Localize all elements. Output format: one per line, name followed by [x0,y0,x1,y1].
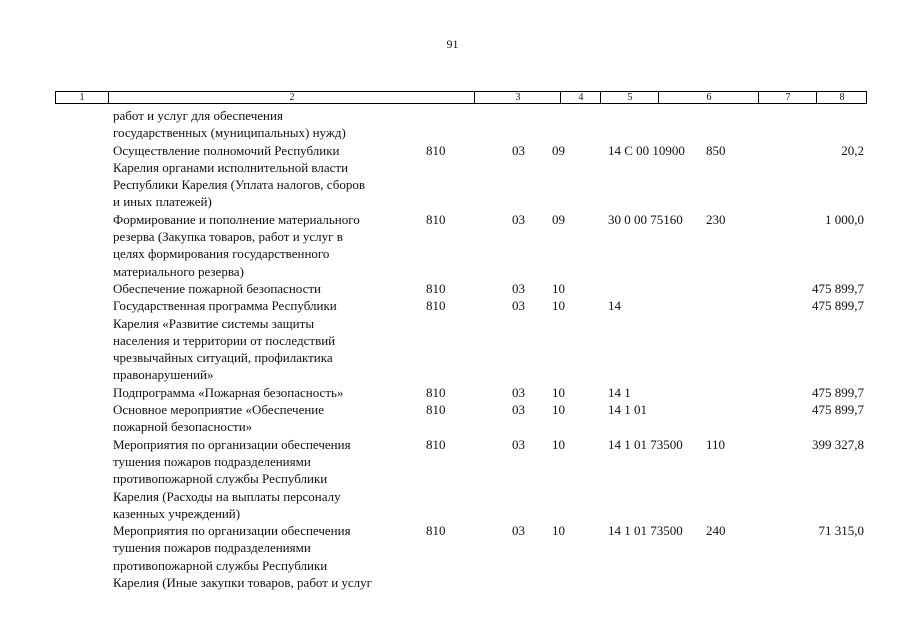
table-body [55,107,867,591]
table-row [55,384,867,401]
row-name [113,107,423,142]
cell-col-6: 14 [608,298,621,314]
cell-col-5: 10 [552,523,565,539]
cell-col-4: 03 [512,402,525,418]
cell-col-4: 03 [512,142,525,158]
cell-col-6: 14 1 01 [608,402,647,418]
cell-col-6: 14 С 00 10900 [608,142,685,158]
header-col-2: 2 [108,92,475,103]
row-name-line: Осуществление полномочий Республики [113,142,340,158]
cell-col-4: 03 [512,523,525,539]
cell-col-4: 03 [512,384,525,400]
header-col-4: 4 [560,92,601,103]
table-header [55,91,867,104]
cell-col-6: 14 1 01 73500 [608,523,683,539]
table-row [55,211,867,280]
header-col-5: 5 [600,92,659,103]
cell-col-8: 475 899,7 [812,280,864,296]
row-name-line: Обеспечение пожарной безопасности [113,280,322,296]
row-name-line: тушения пожаров подразделениями [113,453,311,469]
cell-col-4: 03 [512,436,525,452]
header-col-7: 7 [758,92,817,103]
header-col-1: 1 [79,92,85,103]
header-col-6: 6 [658,92,759,103]
table-row [55,401,867,436]
row-name [113,280,423,297]
table-row [55,297,867,383]
cell-col-5: 09 [552,211,565,227]
cell-col-8: 1 000,0 [825,211,864,227]
row-name-line: и иных платежей) [113,194,212,210]
cell-col-3: 810 [426,298,446,314]
row-name-line: чрезвычайных ситуаций, профилактика [113,350,333,366]
row-name [113,142,423,211]
row-name-line: государственных (муниципальных) нужд) [113,125,346,141]
cell-col-8: 475 899,7 [812,298,864,314]
row-name-line: целях формирования государственного [113,246,330,262]
cell-col-5: 10 [552,280,565,296]
row-name-line: казенных учреждений) [113,505,241,521]
cell-col-6: 30 0 00 75160 [608,211,683,227]
table-row [55,436,867,522]
table-row [55,142,867,211]
cell-col-4: 03 [512,280,525,296]
cell-col-5: 10 [552,436,565,452]
cell-col-3: 810 [426,142,446,158]
table-row [55,522,867,591]
header-col-8: 8 [816,92,867,103]
row-name-line: Мероприятия по организации обеспечения [113,436,351,452]
row-name-line: материального резерва) [113,263,244,279]
row-name [113,211,423,280]
row-name-line: населения и территории от последствий [113,332,336,348]
row-name-line: Карелия (Иные закупки товаров, работ и услуг [113,575,372,591]
cell-col-8: 399 327,8 [812,436,864,452]
row-name-line: противопожарной службы Республики [113,557,328,573]
cell-col-7: 850 [706,142,726,158]
cell-col-3: 810 [426,523,446,539]
cell-col-6: 14 1 01 73500 [608,436,683,452]
cell-col-8: 71 315,0 [818,523,864,539]
cell-col-3: 810 [426,384,446,400]
row-name-line: тушения пожаров подразделениями [113,540,311,556]
row-name-line: противопожарной службы Республики [113,471,328,487]
row-name-line: пожарной безопасности» [113,419,253,435]
cell-col-5: 10 [552,384,565,400]
cell-col-5: 10 [552,298,565,314]
row-name-line: Карелия (Расходы на выплаты персоналу [113,488,341,504]
row-name-line: Республики Карелия (Уплата налогов, сборов [113,177,365,193]
header-col-3: 3 [474,92,561,103]
cell-col-3: 810 [426,436,446,452]
row-name [113,401,423,436]
cell-col-8: 475 899,7 [812,402,864,418]
row-name-line: Карелия органами исполнительной власти [113,159,349,175]
row-name-line: Мероприятия по организации обеспечения [113,523,351,539]
cell-col-7: 110 [706,436,726,452]
row-name-line: Подпрограмма «Пожарная безопасность» [113,384,344,400]
row-name [113,522,423,591]
cell-col-6: 14 1 [608,384,631,400]
row-name [113,384,423,401]
row-name-line: Основное мероприятие «Обеспечение [113,402,325,418]
cell-col-3: 810 [426,211,446,227]
cell-col-5: 10 [552,402,565,418]
cell-col-5: 09 [552,142,565,158]
cell-col-3: 810 [426,402,446,418]
row-name-line: Государственная программа Республики [113,298,337,314]
cell-col-4: 03 [512,298,525,314]
page-number: 91 [446,37,459,51]
row-name-line: Карелия «Развитие системы защиты [113,315,315,331]
row-name-line: резерва (Закупка товаров, работ и услуг в [113,229,343,245]
cell-col-4: 03 [512,211,525,227]
cell-col-7: 240 [706,523,726,539]
table-row [55,280,867,297]
row-name [113,297,423,383]
table-row [55,107,867,142]
cell-col-3: 810 [426,280,446,296]
cell-col-7: 230 [706,211,726,227]
cell-col-8: 20,2 [841,142,864,158]
row-name-line: работ и услуг для обеспечения [113,108,283,123]
row-name-line: Формирование и пополнение материального [113,211,360,227]
row-name-line: правонарушений» [113,367,214,383]
row-name [113,436,423,522]
cell-col-8: 475 899,7 [812,384,864,400]
